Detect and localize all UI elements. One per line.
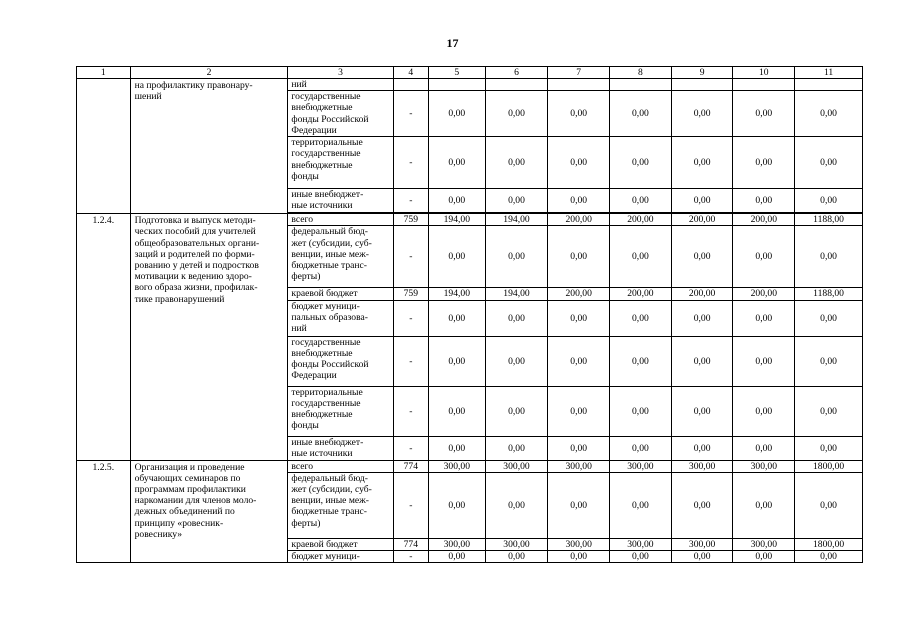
value-cell: 1800,00 xyxy=(795,460,863,472)
value-cell: 0,00 xyxy=(671,551,733,563)
value-cell: 0,00 xyxy=(429,300,486,336)
value-cell: 0,00 xyxy=(610,226,672,288)
value-cell: 0,00 xyxy=(548,137,610,189)
value-cell: - xyxy=(393,551,428,563)
value-cell: 300,00 xyxy=(671,460,733,472)
value-cell: 0,00 xyxy=(795,226,863,288)
value-cell: 194,00 xyxy=(485,214,548,226)
column-number-cell: 6 xyxy=(485,67,548,79)
column-number-cell: 5 xyxy=(429,67,486,79)
value-cell: 300,00 xyxy=(429,460,486,472)
column-number-cell: 8 xyxy=(610,67,672,79)
value-cell: - xyxy=(393,472,428,538)
column-number-cell: 9 xyxy=(671,67,733,79)
funding-source-cell: территориальные государственные внебюджетные фонды xyxy=(288,386,393,436)
value-cell: 194,00 xyxy=(429,214,486,226)
value-cell: 0,00 xyxy=(485,300,548,336)
value-cell: 0,00 xyxy=(733,300,795,336)
value-cell: 200,00 xyxy=(548,214,610,226)
value-cell: 0,00 xyxy=(671,137,733,189)
value-cell: 200,00 xyxy=(671,214,733,226)
value-cell: 0,00 xyxy=(671,472,733,538)
page-number: 17 xyxy=(446,36,459,50)
column-number-cell: 2 xyxy=(130,67,288,79)
funding-source-cell: федеральный бюд- жет (субсидии, суб- венции, иные меж- бюджетные транс- ферты) xyxy=(288,472,393,538)
value-cell: 194,00 xyxy=(429,288,486,300)
funding-source-cell: территориальные государственные внебюджетные фонды xyxy=(288,137,393,189)
value-cell: 0,00 xyxy=(429,226,486,288)
value-cell: 0,00 xyxy=(671,336,733,386)
value-cell: 0,00 xyxy=(795,300,863,336)
value-cell: 0,00 xyxy=(610,551,672,563)
value-cell: 759 xyxy=(393,214,428,226)
value-cell: 0,00 xyxy=(485,551,548,563)
value-cell: 300,00 xyxy=(671,538,733,550)
value-cell: 0,00 xyxy=(485,386,548,436)
funding-source-cell: ний xyxy=(288,79,393,91)
value-cell: 0,00 xyxy=(733,91,795,137)
value-cell: 200,00 xyxy=(671,288,733,300)
item-number-cell: 1.2.4. xyxy=(77,214,131,460)
value-cell: 0,00 xyxy=(610,436,672,460)
value-cell: 0,00 xyxy=(429,336,486,386)
value-cell: 0,00 xyxy=(671,226,733,288)
value-cell: 0,00 xyxy=(671,189,733,213)
value-cell: 300,00 xyxy=(733,538,795,550)
value-cell: 200,00 xyxy=(610,214,672,226)
value-cell: 194,00 xyxy=(485,288,548,300)
column-number-cell: 3 xyxy=(288,67,393,79)
value-cell: 0,00 xyxy=(429,189,486,213)
value-cell: 1800,00 xyxy=(795,538,863,550)
value-cell: 0,00 xyxy=(485,137,548,189)
value-cell: 0,00 xyxy=(548,226,610,288)
value-cell: 0,00 xyxy=(548,436,610,460)
table-row xyxy=(77,214,863,226)
value-cell: 0,00 xyxy=(548,336,610,386)
value-cell xyxy=(671,79,733,91)
budget-table xyxy=(76,66,863,563)
value-cell: 0,00 xyxy=(733,137,795,189)
funding-source-cell: краевой бюджет xyxy=(288,288,393,300)
funding-source-cell: всего xyxy=(288,214,393,226)
value-cell: 0,00 xyxy=(733,386,795,436)
value-cell: 0,00 xyxy=(485,336,548,386)
value-cell: 0,00 xyxy=(610,386,672,436)
item-number-cell xyxy=(77,79,131,214)
value-cell: 0,00 xyxy=(548,551,610,563)
value-cell: 0,00 xyxy=(671,300,733,336)
value-cell xyxy=(429,79,486,91)
value-cell: 0,00 xyxy=(485,226,548,288)
value-cell xyxy=(548,79,610,91)
value-cell: 300,00 xyxy=(610,538,672,550)
table-row xyxy=(77,79,863,91)
value-cell: 1188,00 xyxy=(795,288,863,300)
value-cell: 300,00 xyxy=(485,538,548,550)
value-cell: 0,00 xyxy=(795,137,863,189)
value-cell: 0,00 xyxy=(429,91,486,137)
value-cell: 300,00 xyxy=(485,460,548,472)
value-cell: 0,00 xyxy=(733,551,795,563)
value-cell: - xyxy=(393,436,428,460)
activity-description-cell: на профилактику правонару- шений xyxy=(130,79,288,214)
value-cell: 300,00 xyxy=(429,538,486,550)
value-cell: 0,00 xyxy=(610,472,672,538)
value-cell: 1188,00 xyxy=(795,214,863,226)
value-cell: 300,00 xyxy=(548,460,610,472)
value-cell: 300,00 xyxy=(610,460,672,472)
value-cell: 0,00 xyxy=(548,386,610,436)
item-number-cell: 1.2.5. xyxy=(77,460,131,563)
funding-source-cell: государственные внебюджетные фонды Российской Федерации xyxy=(288,336,393,386)
value-cell: - xyxy=(393,137,428,189)
value-cell: 0,00 xyxy=(795,336,863,386)
column-number-cell: 11 xyxy=(795,67,863,79)
funding-source-cell: бюджет муници- xyxy=(288,551,393,563)
value-cell: 0,00 xyxy=(429,436,486,460)
value-cell: 0,00 xyxy=(795,91,863,137)
value-cell: 0,00 xyxy=(795,436,863,460)
funding-source-cell: всего xyxy=(288,460,393,472)
value-cell: 774 xyxy=(393,460,428,472)
value-cell: 200,00 xyxy=(548,288,610,300)
value-cell: 774 xyxy=(393,538,428,550)
value-cell: - xyxy=(393,336,428,386)
value-cell: 0,00 xyxy=(671,386,733,436)
value-cell: 0,00 xyxy=(733,189,795,213)
activity-description-cell: Организация и проведение обучающих семинаров по программам профилактики наркомании для членов моло- дежных объединений по принципу «ровесник- ровеснику» xyxy=(130,460,288,563)
column-number-cell: 4 xyxy=(393,67,428,79)
value-cell: 0,00 xyxy=(795,386,863,436)
value-cell: - xyxy=(393,386,428,436)
value-cell: - xyxy=(393,91,428,137)
value-cell xyxy=(610,79,672,91)
value-cell: 0,00 xyxy=(485,436,548,460)
value-cell: 0,00 xyxy=(485,189,548,213)
value-cell xyxy=(795,79,863,91)
value-cell xyxy=(485,79,548,91)
value-cell: 0,00 xyxy=(548,189,610,213)
value-cell: 200,00 xyxy=(733,214,795,226)
value-cell: 0,00 xyxy=(610,137,672,189)
value-cell xyxy=(393,79,428,91)
value-cell: 0,00 xyxy=(671,436,733,460)
funding-source-cell: бюджет муници- пальных образова- ний xyxy=(288,300,393,336)
table-row xyxy=(77,460,863,472)
column-number-row xyxy=(77,67,863,79)
value-cell: 0,00 xyxy=(610,300,672,336)
value-cell: 759 xyxy=(393,288,428,300)
value-cell: 200,00 xyxy=(733,288,795,300)
value-cell: 0,00 xyxy=(548,472,610,538)
value-cell: 0,00 xyxy=(548,91,610,137)
funding-source-cell: федеральный бюд- жет (субсидии, суб- венции, иные меж- бюджетные транс- ферты) xyxy=(288,226,393,288)
value-cell: - xyxy=(393,300,428,336)
value-cell: 0,00 xyxy=(548,300,610,336)
value-cell xyxy=(733,79,795,91)
value-cell: 0,00 xyxy=(671,91,733,137)
value-cell: 0,00 xyxy=(429,386,486,436)
value-cell: 0,00 xyxy=(795,551,863,563)
value-cell: 0,00 xyxy=(610,336,672,386)
value-cell: 0,00 xyxy=(733,226,795,288)
value-cell: 0,00 xyxy=(610,189,672,213)
funding-source-cell: иные внебюджет- ные источники xyxy=(288,189,393,213)
value-cell: - xyxy=(393,226,428,288)
value-cell: 0,00 xyxy=(733,336,795,386)
value-cell: 0,00 xyxy=(733,436,795,460)
value-cell: 0,00 xyxy=(795,189,863,213)
column-number-cell: 10 xyxy=(733,67,795,79)
value-cell: 200,00 xyxy=(610,288,672,300)
activity-description-cell: Подготовка и выпуск методи- ческих пособий для учителей общеобразовательных органи- заций и родителей по форми- рованию у детей и подростков мотивации к ведению здоро- вого образа жизни, профилак- тике правонарушений xyxy=(130,214,288,460)
value-cell: 0,00 xyxy=(733,472,795,538)
value-cell: 0,00 xyxy=(485,472,548,538)
value-cell: 0,00 xyxy=(429,137,486,189)
value-cell: - xyxy=(393,189,428,213)
value-cell: 300,00 xyxy=(733,460,795,472)
column-number-cell: 1 xyxy=(77,67,131,79)
value-cell: 0,00 xyxy=(429,472,486,538)
value-cell: 0,00 xyxy=(795,472,863,538)
value-cell: 0,00 xyxy=(429,551,486,563)
value-cell: 0,00 xyxy=(610,91,672,137)
value-cell: 0,00 xyxy=(485,91,548,137)
column-number-cell: 7 xyxy=(548,67,610,79)
funding-source-cell: государственные внебюджетные фонды Российской Федерации xyxy=(288,91,393,137)
value-cell: 300,00 xyxy=(548,538,610,550)
funding-source-cell: иные внебюджет- ные источники xyxy=(288,436,393,460)
funding-source-cell: краевой бюджет xyxy=(288,538,393,550)
